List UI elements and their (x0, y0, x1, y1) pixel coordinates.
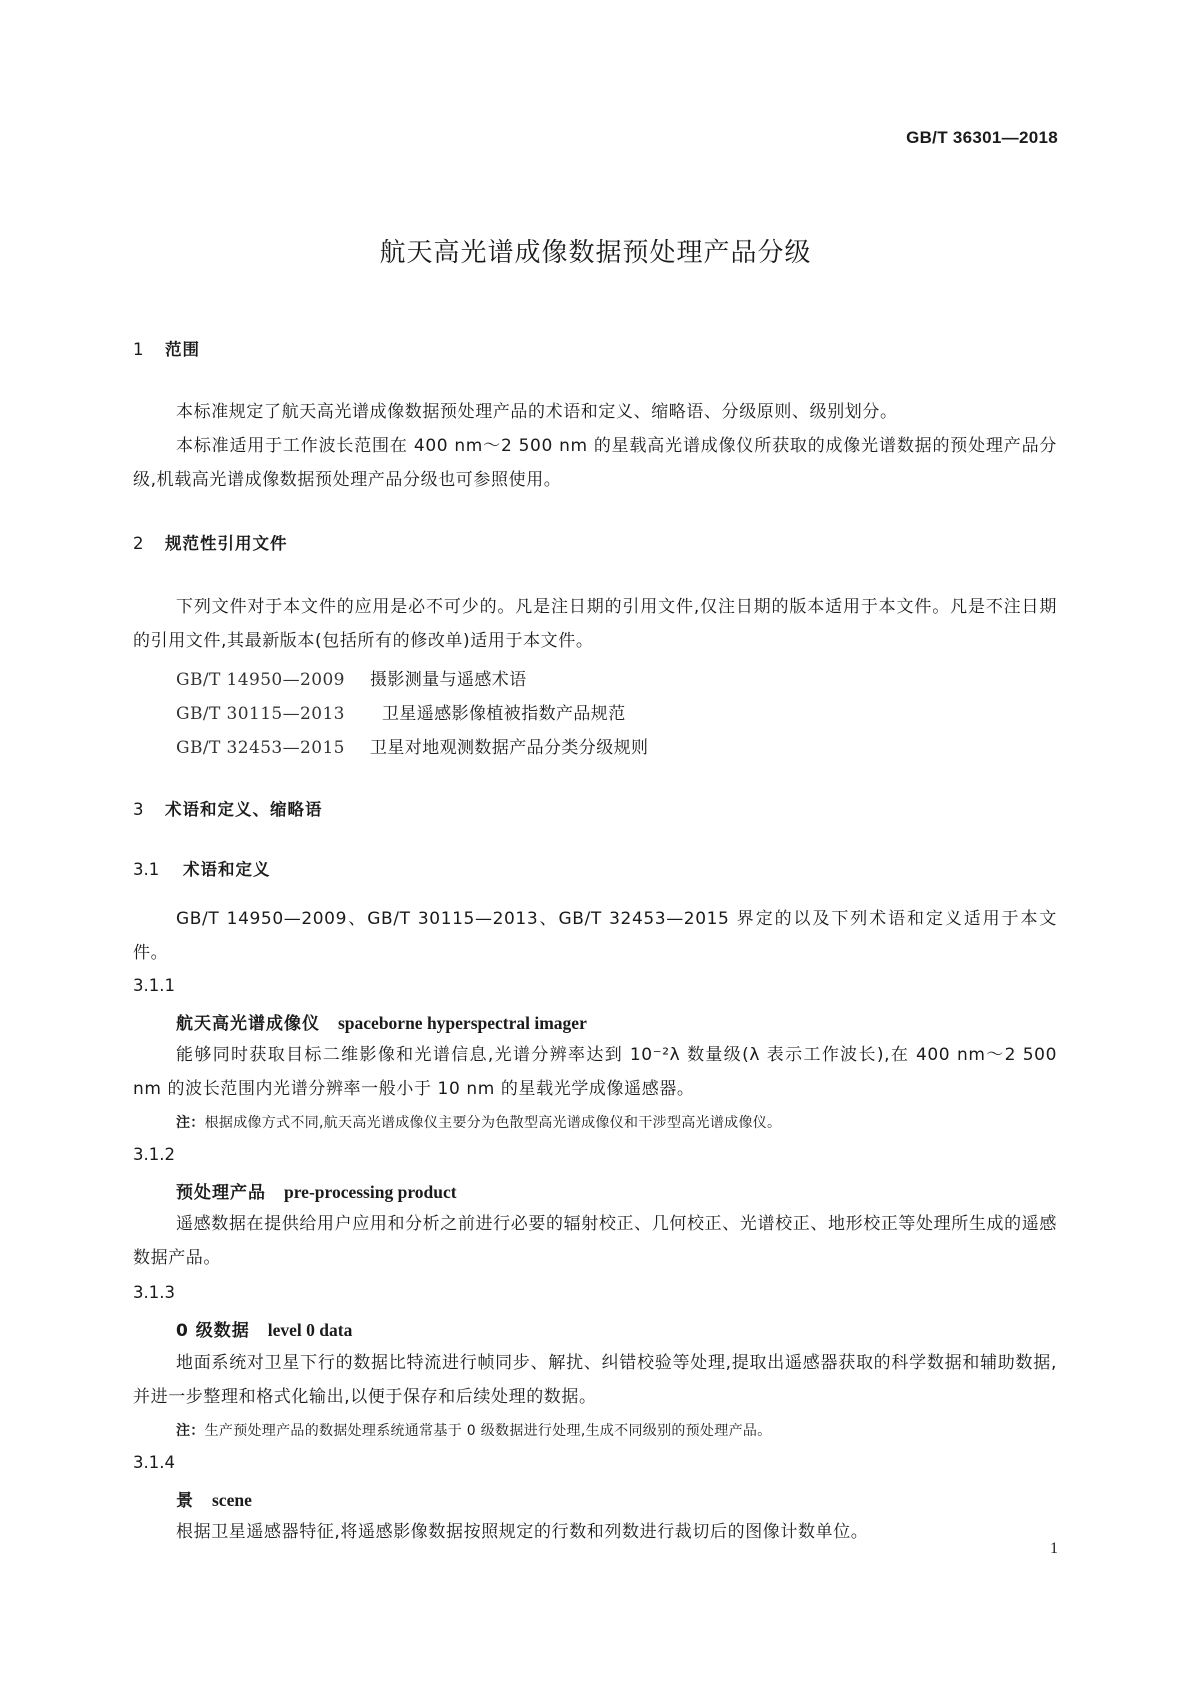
subsection-3-1-paragraph: GB/T 14950—2009、GB/T 30115—2013、GB/T 32453—2015 界定的以及下列术语和定义适用于本文件。 (133, 909, 1057, 963)
term-english: pre-processing product (284, 1182, 457, 1202)
term-definition: 根据卫星遥感器特征,将遥感影像数据按照规定的行数和列数进行裁切后的图像计数单位。 (176, 1522, 869, 1542)
term-english: level 0 data (267, 1320, 353, 1340)
reference-item (176, 733, 648, 758)
reference-code: GB/T 30115—2013 (176, 704, 345, 724)
section-1-paragraph-1: 本标准规定了航天高光谱成像数据预处理产品的术语和定义、缩略语、分级原则、级别划分。 (176, 402, 898, 422)
page-number: 1 (1050, 1540, 1058, 1557)
term-number: 3.1.3 (133, 1283, 175, 1302)
reference-title: 卫星遥感影像植被指数产品规范 (382, 704, 626, 724)
section-1-heading (133, 336, 200, 360)
reference-code: GB/T 14950—2009 (176, 670, 345, 690)
reference-title: 卫星对地观测数据产品分类分级规则 (370, 738, 649, 758)
section-2-paragraph: 下列文件对于本文件的应用是必不可少的。凡是注日期的引用文件,仅注日期的版本适用于本文件。凡是不注日期的引用文件,其最新版本(包括所有的修改单)适用于本文件。 (133, 597, 1057, 651)
term-chinese: 0 级数据 (176, 1321, 250, 1341)
subsection-number: 3.1 (133, 860, 160, 879)
term-note (176, 1420, 771, 1440)
term-heading (176, 1178, 457, 1203)
note-label: 注： (176, 1423, 205, 1439)
reference-item (176, 665, 527, 690)
section-number: 2 (133, 534, 145, 553)
term-note (176, 1112, 781, 1132)
term-number: 3.1.2 (133, 1145, 175, 1164)
term-chinese: 航天高光谱成像仪 (176, 1014, 320, 1034)
section-3-heading (133, 796, 323, 820)
section-title: 术语和定义、缩略语 (165, 800, 323, 819)
term-number: 3.1.1 (133, 976, 175, 995)
subsection-title: 术语和定义 (183, 860, 271, 879)
reference-title: 摄影测量与遥感术语 (370, 670, 527, 690)
section-number: 1 (133, 340, 145, 359)
term-chinese: 景 (176, 1491, 194, 1511)
reference-code: GB/T 32453—2015 (176, 738, 345, 758)
section-2-heading (133, 530, 288, 554)
note-text: 生产预处理产品的数据处理系统通常基于 0 级数据进行处理,生成不同级别的预处理产品。 (204, 1423, 772, 1439)
section-title: 范围 (165, 340, 200, 359)
term-definition: 地面系统对卫星下行的数据比特流进行帧同步、解扰、纠错校验等处理,提取出遥感器获取的科学数据和辅助数据,并进一步整理和格式化输出,以便于保存和后续处理的数据。 (133, 1353, 1057, 1407)
term-heading (176, 1009, 587, 1034)
term-definition: 遥感数据在提供给用户应用和分析之前进行必要的辐射校正、几何校正、光谱校正、地形校正等处理所生成的遥感数据产品。 (133, 1214, 1057, 1268)
term-english: scene (212, 1490, 252, 1510)
reference-item (176, 699, 626, 724)
term-chinese: 预处理产品 (176, 1183, 266, 1203)
note-text: 根据成像方式不同,航天高光谱成像仪主要分为色散型高光谱成像仪和干涉型高光谱成像仪。 (204, 1115, 782, 1131)
term-english: spaceborne hyperspectral imager (338, 1013, 587, 1033)
section-1-paragraph-2: 本标准适用于工作波长范围在 400 nm～2 500 nm 的星载高光谱成像仪所获取的成像光谱数据的预处理产品分级,机载高光谱成像数据预处理产品分级也可参照使用。 (133, 436, 1057, 490)
term-heading (176, 1486, 252, 1511)
standard-code: GB/T 36301—2018 (906, 128, 1058, 147)
document-title: 航天高光谱成像数据预处理产品分级 (379, 238, 812, 268)
note-label: 注： (176, 1115, 205, 1131)
term-heading (176, 1316, 352, 1341)
subsection-3-1-heading (133, 856, 271, 880)
section-number: 3 (133, 800, 145, 819)
term-number: 3.1.4 (133, 1453, 175, 1472)
section-title: 规范性引用文件 (165, 534, 288, 553)
term-definition: 能够同时获取目标二维影像和光谱信息,光谱分辨率达到 10⁻²λ 数量级(λ 表示工作波长),在 400 nm～2 500 nm 的波长范围内光谱分辨率一般小于 10 nm 的星载光学成像遥感器。 (133, 1045, 1057, 1099)
